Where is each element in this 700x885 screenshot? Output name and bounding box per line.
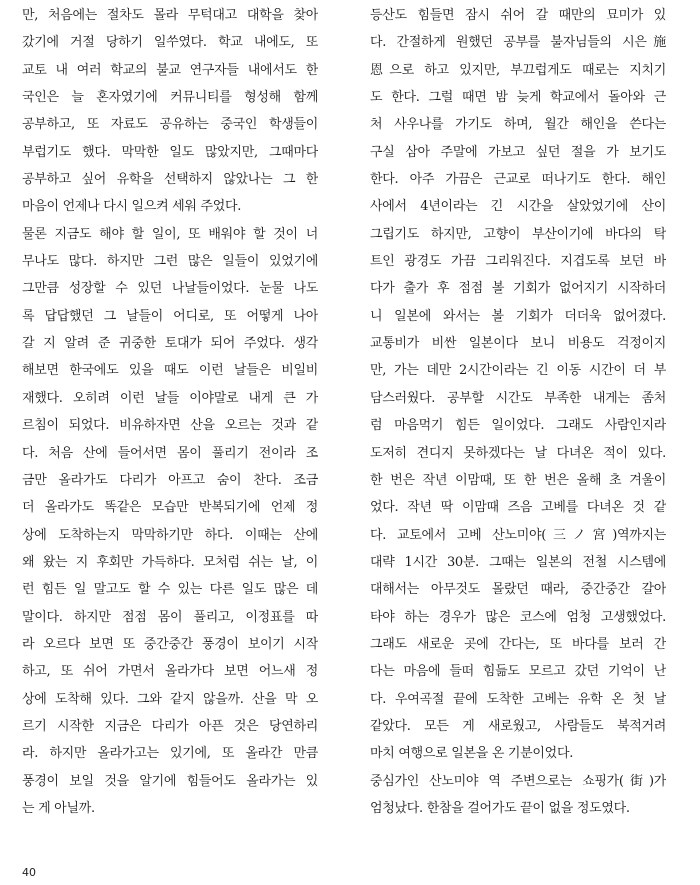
- right-column-line: 도저히 견디지 못하겠다는 날 다녀온 적이 있다.: [370, 445, 666, 461]
- left-column-line: 그만큼 성장할 수 있던 나날들이었다. 눈물 나도: [22, 281, 318, 297]
- left-column-line: 하고, 또 쉬어 가면서 올라가다 보면 어느새 정: [22, 664, 318, 680]
- left-column-line: 금만 올라가도 다리가 아프고 숨이 찬다. 조금: [22, 472, 318, 488]
- right-column-line: 타야 하는 경우가 많은 코스에 엄청 고생했었다.: [370, 609, 666, 625]
- right-column-line: 럼 마음먹기 힘든 일이었다. 그래도 사람인지라: [370, 418, 666, 434]
- left-column-line: 무나도 많다. 하지만 그런 많은 일들이 있었기에: [22, 254, 318, 270]
- left-column-line: 더 올라가도 똑같은 모습만 반복되기에 언제 정: [22, 500, 318, 516]
- left-column-line: 국인은 늘 혼자였기에 커뮤니티를 형성해 함께: [22, 90, 318, 106]
- left-column-line: 마음이 언제나 다시 일으켜 세워 주었다.: [22, 199, 242, 215]
- left-column-line: 재했다. 오히려 이런 날들 이야말로 내게 큰 가: [22, 390, 318, 406]
- right-column-line: 트인 광경도 가끔 그리워진다. 지겹도록 보던 바: [370, 254, 666, 270]
- left-column-line: 는 게 아닐까.: [22, 800, 95, 816]
- right-column-line: 었다. 작년 딱 이맘때 즈음 고베를 다녀온 것 같: [370, 500, 666, 516]
- left-column-line: 르기 시작한 지금은 다리가 아픈 것은 당연하리: [22, 718, 318, 734]
- left-column-line: 상에 도착하는지 막막하기만 하다. 이때는 산에: [22, 527, 318, 543]
- left-column-line: 교토 내 여러 학교의 불교 연구자들 내에서도 한: [22, 62, 318, 78]
- left-column-line: 만, 처음에는 절차도 몰라 무턱대고 대학을 찾아: [22, 8, 318, 23]
- right-column-line: 엄청났다. 한참을 걸어가도 끝이 없을 정도였다.: [370, 800, 630, 816]
- page-number: 40: [22, 866, 36, 879]
- right-column-line: 사에서 4년이라는 긴 시간을 살았었기에 산이: [370, 199, 666, 215]
- left-column-line: 해보면 한국에도 있을 때도 이런 날들은 비일비: [22, 363, 318, 379]
- left-column-line: 라. 하지만 올라가고는 있기에, 또 올라간 만큼: [22, 746, 318, 762]
- left-column-line: 록 답답했던 그 날들이 어디로, 또 어떻게 나아: [22, 308, 318, 324]
- left-column-line: 풍경이 보일 것을 알기에 힘들어도 올라가는 있: [22, 773, 318, 789]
- left-column-line: 왜 왔는 지 후회만 가득하다. 모처럼 쉬는 날, 이: [22, 554, 318, 570]
- right-column-line: 구실 삼아 주말에 가보고 싶던 절을 가 보기도: [370, 144, 666, 160]
- right-column-line: 같았다. 모든 게 새로웠고, 사람들도 북적거려: [370, 718, 666, 734]
- right-column-line: 도 한다. 그럴 때면 밤 늦게 학교에서 돌아와 근: [370, 90, 666, 106]
- left-column-line: 부럽기도 했다. 막막한 일도 많았지만, 그때마다: [22, 144, 318, 160]
- right-column-line: 한다. 아주 가끔은 근교로 떠나기도 한다. 해인: [370, 172, 666, 188]
- right-column-line: 만, 가는 데만 2시간이라는 긴 이동 시간이 더 부: [370, 363, 666, 379]
- right-column-line: 담스러웠다. 공부할 시간도 부족한 내게는 좀처: [370, 390, 666, 406]
- left-column-line: 상에 도착해 있다. 그와 같지 않을까. 산을 막 오: [22, 691, 318, 707]
- left-column-line: 공부하고 싶어 유학을 선택하지 않았나는 그 한: [22, 172, 318, 188]
- right-column-line: 교통비가 비싼 일본이다 보니 비용도 걱정이지: [370, 336, 666, 352]
- right-column-line: 다. 교토에서 고베 산노미야(三ノ宮)역까지는: [370, 527, 666, 543]
- right-text-column: [370, 2, 666, 822]
- right-column-line: 등산도 힘들면 잠시 쉬어 갈 때만의 묘미가 있: [370, 8, 666, 23]
- right-column-line: 다. 간절하게 원했던 공부를 불자님들의 시은施: [370, 35, 666, 51]
- left-column-line: 다. 처음 산에 들어서면 몸이 풀리기 전이라 조: [22, 445, 318, 461]
- right-column-line: 다. 우여곡절 끝에 도착한 고베는 유학 온 첫 날: [370, 691, 666, 707]
- left-column-line: 런 힘든 일 말고도 할 수 있는 다른 일도 많은 데: [22, 582, 318, 598]
- right-column-line: 그립기도 하지만, 고향이 부산이기에 바다의 탁: [370, 226, 666, 242]
- left-text-column: [22, 2, 318, 822]
- right-column-line: 다가 출가 후 점점 볼 기회가 없어지기 시작하더: [370, 281, 666, 297]
- right-column-line: 니 일본에 와서는 볼 기회가 더더욱 없어졌다.: [370, 308, 666, 324]
- right-column-line: 중심가인 산노미야 역 주변으로는 쇼핑가(街)가: [370, 773, 666, 789]
- left-column-line: 갈 지 알려 준 귀중한 토대가 되어 주었다. 생각: [22, 336, 318, 352]
- left-column-line: 갔기에 거절 당하기 일쑤였다. 학교 내에도, 또: [22, 35, 318, 51]
- right-column-line: 처 사우나를 가기도 하며, 월간 해인을 쓴다는: [370, 117, 666, 133]
- right-column-line: 대해서는 아무것도 몰랐던 때라, 중간중간 갈아: [370, 582, 666, 598]
- left-column-line: 물론 지금도 해야 할 일이, 또 배워야 할 것이 너: [22, 226, 318, 242]
- right-column-line: 대략 1시간 30분. 그때는 일본의 전철 시스템에: [370, 554, 666, 570]
- left-column-line: 공부하고, 또 자료도 공유하는 중국인 학생들이: [22, 117, 318, 133]
- right-column-line: 恩으로 하고 있지만, 부끄럽게도 때로는 지치기: [370, 62, 666, 78]
- right-column-line: 마치 여행으로 일본을 온 기분이었다.: [370, 746, 574, 762]
- right-column-line: 다는 마음에 들떠 힘듦도 모르고 갔던 기억이 난: [370, 664, 666, 680]
- right-column-line: 한 번은 작년 이맘때, 또 한 번은 올해 초 겨울이: [370, 472, 666, 488]
- right-column-line: 그래도 새로운 곳에 간다는, 또 바다를 보러 간: [370, 636, 666, 652]
- left-column-line: 르침이 되었다. 비유하자면 산을 오르는 것과 같: [22, 418, 318, 434]
- left-column-line: 말이다. 하지만 점점 몸이 풀리고, 이정표를 따: [22, 609, 318, 625]
- left-column-line: 라 오르다 보면 또 중간중간 풍경이 보이기 시작: [22, 636, 318, 652]
